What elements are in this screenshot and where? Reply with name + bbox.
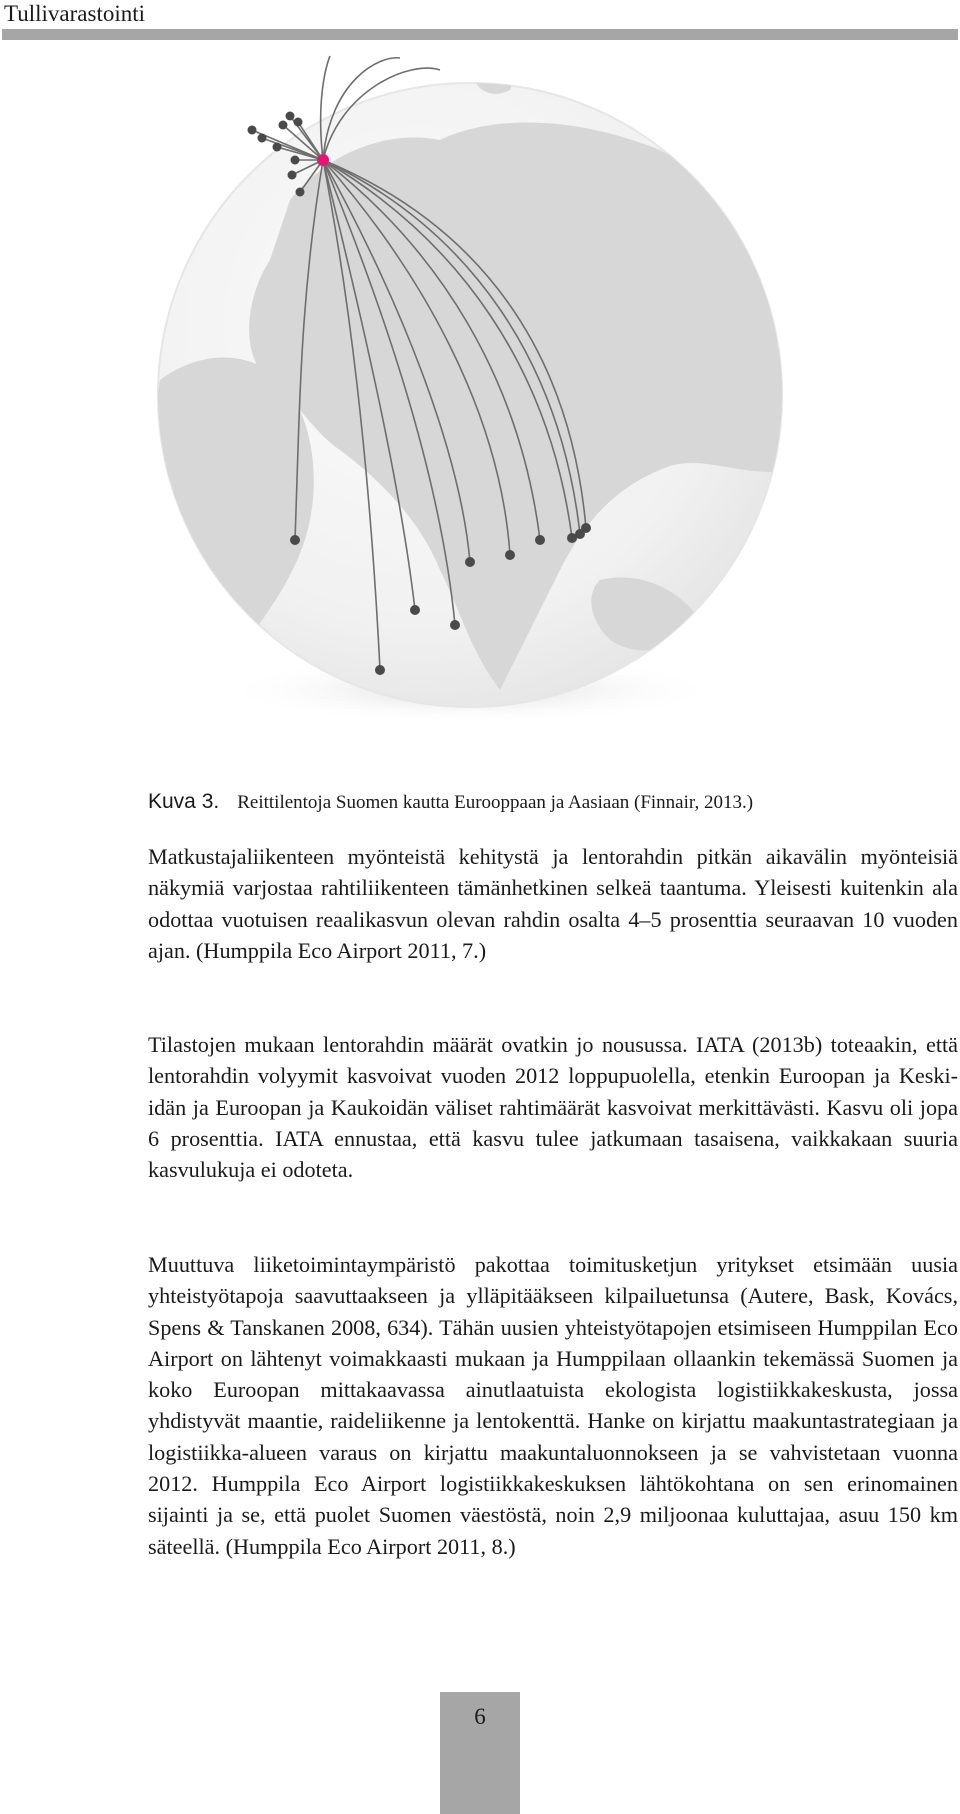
route-globe-figure	[140, 50, 800, 730]
destination-dot	[286, 112, 295, 121]
figure-label: Kuva 3.	[148, 790, 220, 813]
destination-dot	[290, 535, 300, 545]
running-header: Tullivarastointi	[4, 1, 145, 26]
helsinki-hub-marker	[317, 154, 329, 166]
destination-dot	[279, 121, 288, 130]
destination-dot	[450, 620, 460, 630]
destination-dot	[410, 605, 420, 615]
destination-dot	[294, 118, 303, 127]
header-rule	[2, 29, 958, 40]
body-paragraph-1: Matkustajaliikenteen myönteistä kehitystä ja lentorahdin pitkän aikavälin myönteisiä näkymiä varjostaa rahtiliikenteen tämänhetkinen selkeä taantuma. Yleisesti kuitenkin ala odottaa vuotuisen reaalikasvun olevan rahdin osalta 4–5 prosenttia seuraavan 10 vuoden ajan. (Humppila Eco Airport 2011, 7.)	[148, 844, 958, 963]
destination-dot	[296, 188, 305, 197]
destination-dot	[581, 523, 591, 533]
route-globe-illustration	[140, 50, 800, 730]
destination-dot	[273, 143, 282, 152]
destination-dot	[375, 665, 385, 675]
body-paragraph-2: Tilastojen mukaan lentorahdin määrät ovatkin jo nousussa. IATA (2013b) toteaakin, että lentorahdin volyymit kasvoivat vuoden 2012 loppupuolella, etenkin Euroopan ja Keski-idän ja Euroopan ja Kaukoidän väliset rahtimäärät kasvoivat merkittävästi. Kasvu oli jopa 6 prosenttia. IATA ennustaa, että kasvu tulee jatkumaan tasaisena, vaikkakaan suuria kasvulukuja ei odoteta.	[148, 1032, 958, 1183]
destination-dot	[288, 171, 297, 180]
body-paragraph-3: Muuttuva liiketoimintaympäristö pakottaa toimitusketjun yritykset etsimään uusia yhteistyötapoja saavuttaakseen ja ylläpitääkseen kilpailuetunsa (Autere, Bask, Kovács, Spens & Tanskanen 2008, 634). Tähän uusien yhteistyötapojen etsimiseen Humppilan Eco Airport on lähtenyt voimakkaasti mukaan ja Humppilaan ollaankin tekemässä Suomen ja koko Euroopan mittakaavassa ainutlaatuista ekologista logistiikkakeskusta, jossa yhdistyvät maantie, raideliikenne ja lentokenttä. Hanke on kirjattu maakuntastrategiaan ja logistiikka-alueen varaus on kirjattu maakuntaluonnokseen ja se vahvistetaan vuonna 2012. Humppila Eco Airport logistiikkakeskuksen lähtökohtana on sen erinomainen sijainti ja se, että puolet Suomen väestöstä, noin 2,9 miljoonaa kuluttajaa, asuu 150 km säteellä. (Humppila Eco Airport 2011, 8.)	[148, 1252, 958, 1559]
destination-dot	[258, 134, 267, 143]
page-number: 6	[474, 1704, 486, 1729]
destination-dot	[465, 557, 475, 567]
destination-dot	[535, 535, 545, 545]
figure-caption	[148, 788, 753, 816]
destination-dot	[291, 156, 300, 165]
figure-caption-text: Reittilentoja Suomen kautta Eurooppaan ja Aasiaan (Finnair, 2013.)	[237, 792, 754, 813]
page-number-box	[440, 1692, 520, 1814]
destination-dot	[248, 126, 257, 135]
destination-dot	[505, 550, 515, 560]
